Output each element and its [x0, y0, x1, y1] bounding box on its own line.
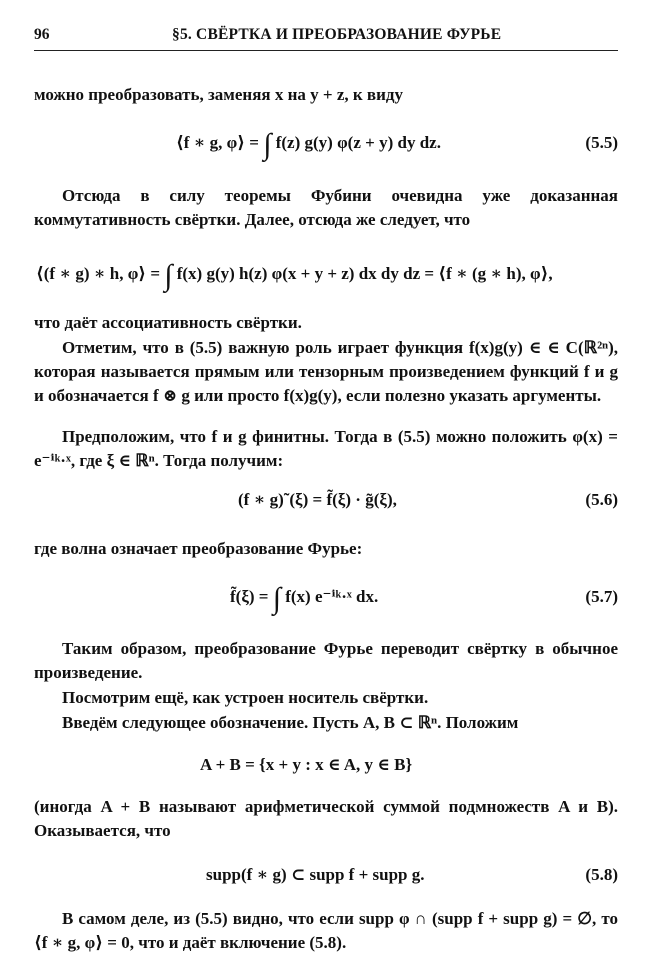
integral-sign: ∫ — [263, 128, 272, 161]
equation-5-8 — [34, 857, 618, 897]
equation-5-7 — [34, 579, 618, 619]
equation-number: (5.6) — [585, 490, 618, 509]
running-title: §5. СВЁРТКА И ПРЕОБРАЗОВАНИЕ ФУРЬЕ — [172, 26, 502, 43]
formula-5-8: supp(f ∗ g) ⊂ supp f + supp g. — [206, 865, 425, 884]
integral-sign: ∫ — [164, 259, 173, 292]
paragraph-fubini: Отсюда в силу теоремы Фубини очевидна уже доказанная коммутативность свёртки. Далее, отсюда же следует, что — [34, 186, 618, 229]
paragraph-arithmetic-sum: (иногда A + B называют арифметической суммой подмножеств A и B). Оказывается, что — [34, 797, 618, 840]
formula-5-7-lhs: f̃(ξ) = — [230, 587, 269, 606]
formula-5-5 — [176, 128, 441, 161]
formula-5-6: (f ∗ g)˜(ξ) = f̃(ξ) · g̃(ξ), — [238, 490, 397, 509]
paragraph-finite: Предположим, что f и g финитны. Тогда в (5.5) можно положить φ(x) = e⁻ⁱᵏ·ˣ, где ξ ∈ ℝⁿ. Тогда получим: — [34, 427, 618, 470]
book-page — [34, 0, 618, 980]
paragraph-associativity: что даёт ассоциативность свёртки. — [34, 313, 302, 332]
equation-5-5 — [34, 125, 618, 165]
page-number: 96 — [34, 26, 50, 43]
equation-associativity — [34, 256, 618, 296]
equation-number: (5.8) — [585, 865, 618, 884]
formula-associativity-lhs: ⟨(f ∗ g) ∗ h, φ⟩ = — [36, 264, 161, 283]
paragraph-wave: где волна означает преобразование Фурье: — [34, 539, 363, 558]
formula-5-7-rhs: f(x) e⁻ⁱᵏ·ˣ dx. — [285, 587, 379, 606]
page-header — [34, 26, 618, 48]
paragraph-notation: Введём следующее обозначение. Пусть A, B ⊂ ℝⁿ. Положим — [62, 713, 519, 732]
paragraph-fourier-product: Таким образом, преобразование Фурье переводит свёртку в обычное произведение. — [34, 639, 618, 682]
integral-sign: ∫ — [272, 582, 281, 615]
paragraph-tensor-product: Отметим, что в (5.5) важную роль играет функция f(x)g(y) ∈ ∈ C(ℝ²ⁿ), которая называется прямым или тензорным произведением функций f и g и обозначается f ⊗ g или просто f(x)g(y), если полезно указать аргументы. — [34, 338, 618, 405]
formula-sum-definition: A + B = {x + y : x ∈ A, y ∈ B} — [200, 755, 413, 774]
formula-5-5-lhs: ⟨f ∗ g, φ⟩ = — [176, 133, 259, 152]
equation-number: (5.5) — [585, 133, 618, 152]
formula-5-5-rhs: f(z) g(y) φ(z + y) dy dz. — [275, 133, 441, 152]
equation-number: (5.7) — [585, 587, 618, 606]
equation-5-6 — [34, 482, 618, 522]
header-rule — [34, 50, 618, 51]
formula-5-7 — [230, 582, 379, 615]
equation-sum-definition — [34, 747, 618, 787]
formula-associativity-rhs: f(x) g(y) h(z) φ(x + y + z) dx dy dz = ⟨f ∗ (g ∗ h), φ⟩, — [176, 264, 553, 283]
paragraph-intro: можно преобразовать, заменяя x на y + z, к виду — [34, 85, 403, 104]
formula-associativity — [36, 259, 553, 292]
paragraph-support: Посмотрим ещё, как устроен носитель свёртки. — [62, 688, 429, 707]
paragraph-conclusion: В самом деле, из (5.5) видно, что если supp φ ∩ (supp f + supp g) = ∅, то ⟨f ∗ g, φ⟩ = 0, что и даёт включение (5.8). — [34, 909, 618, 952]
